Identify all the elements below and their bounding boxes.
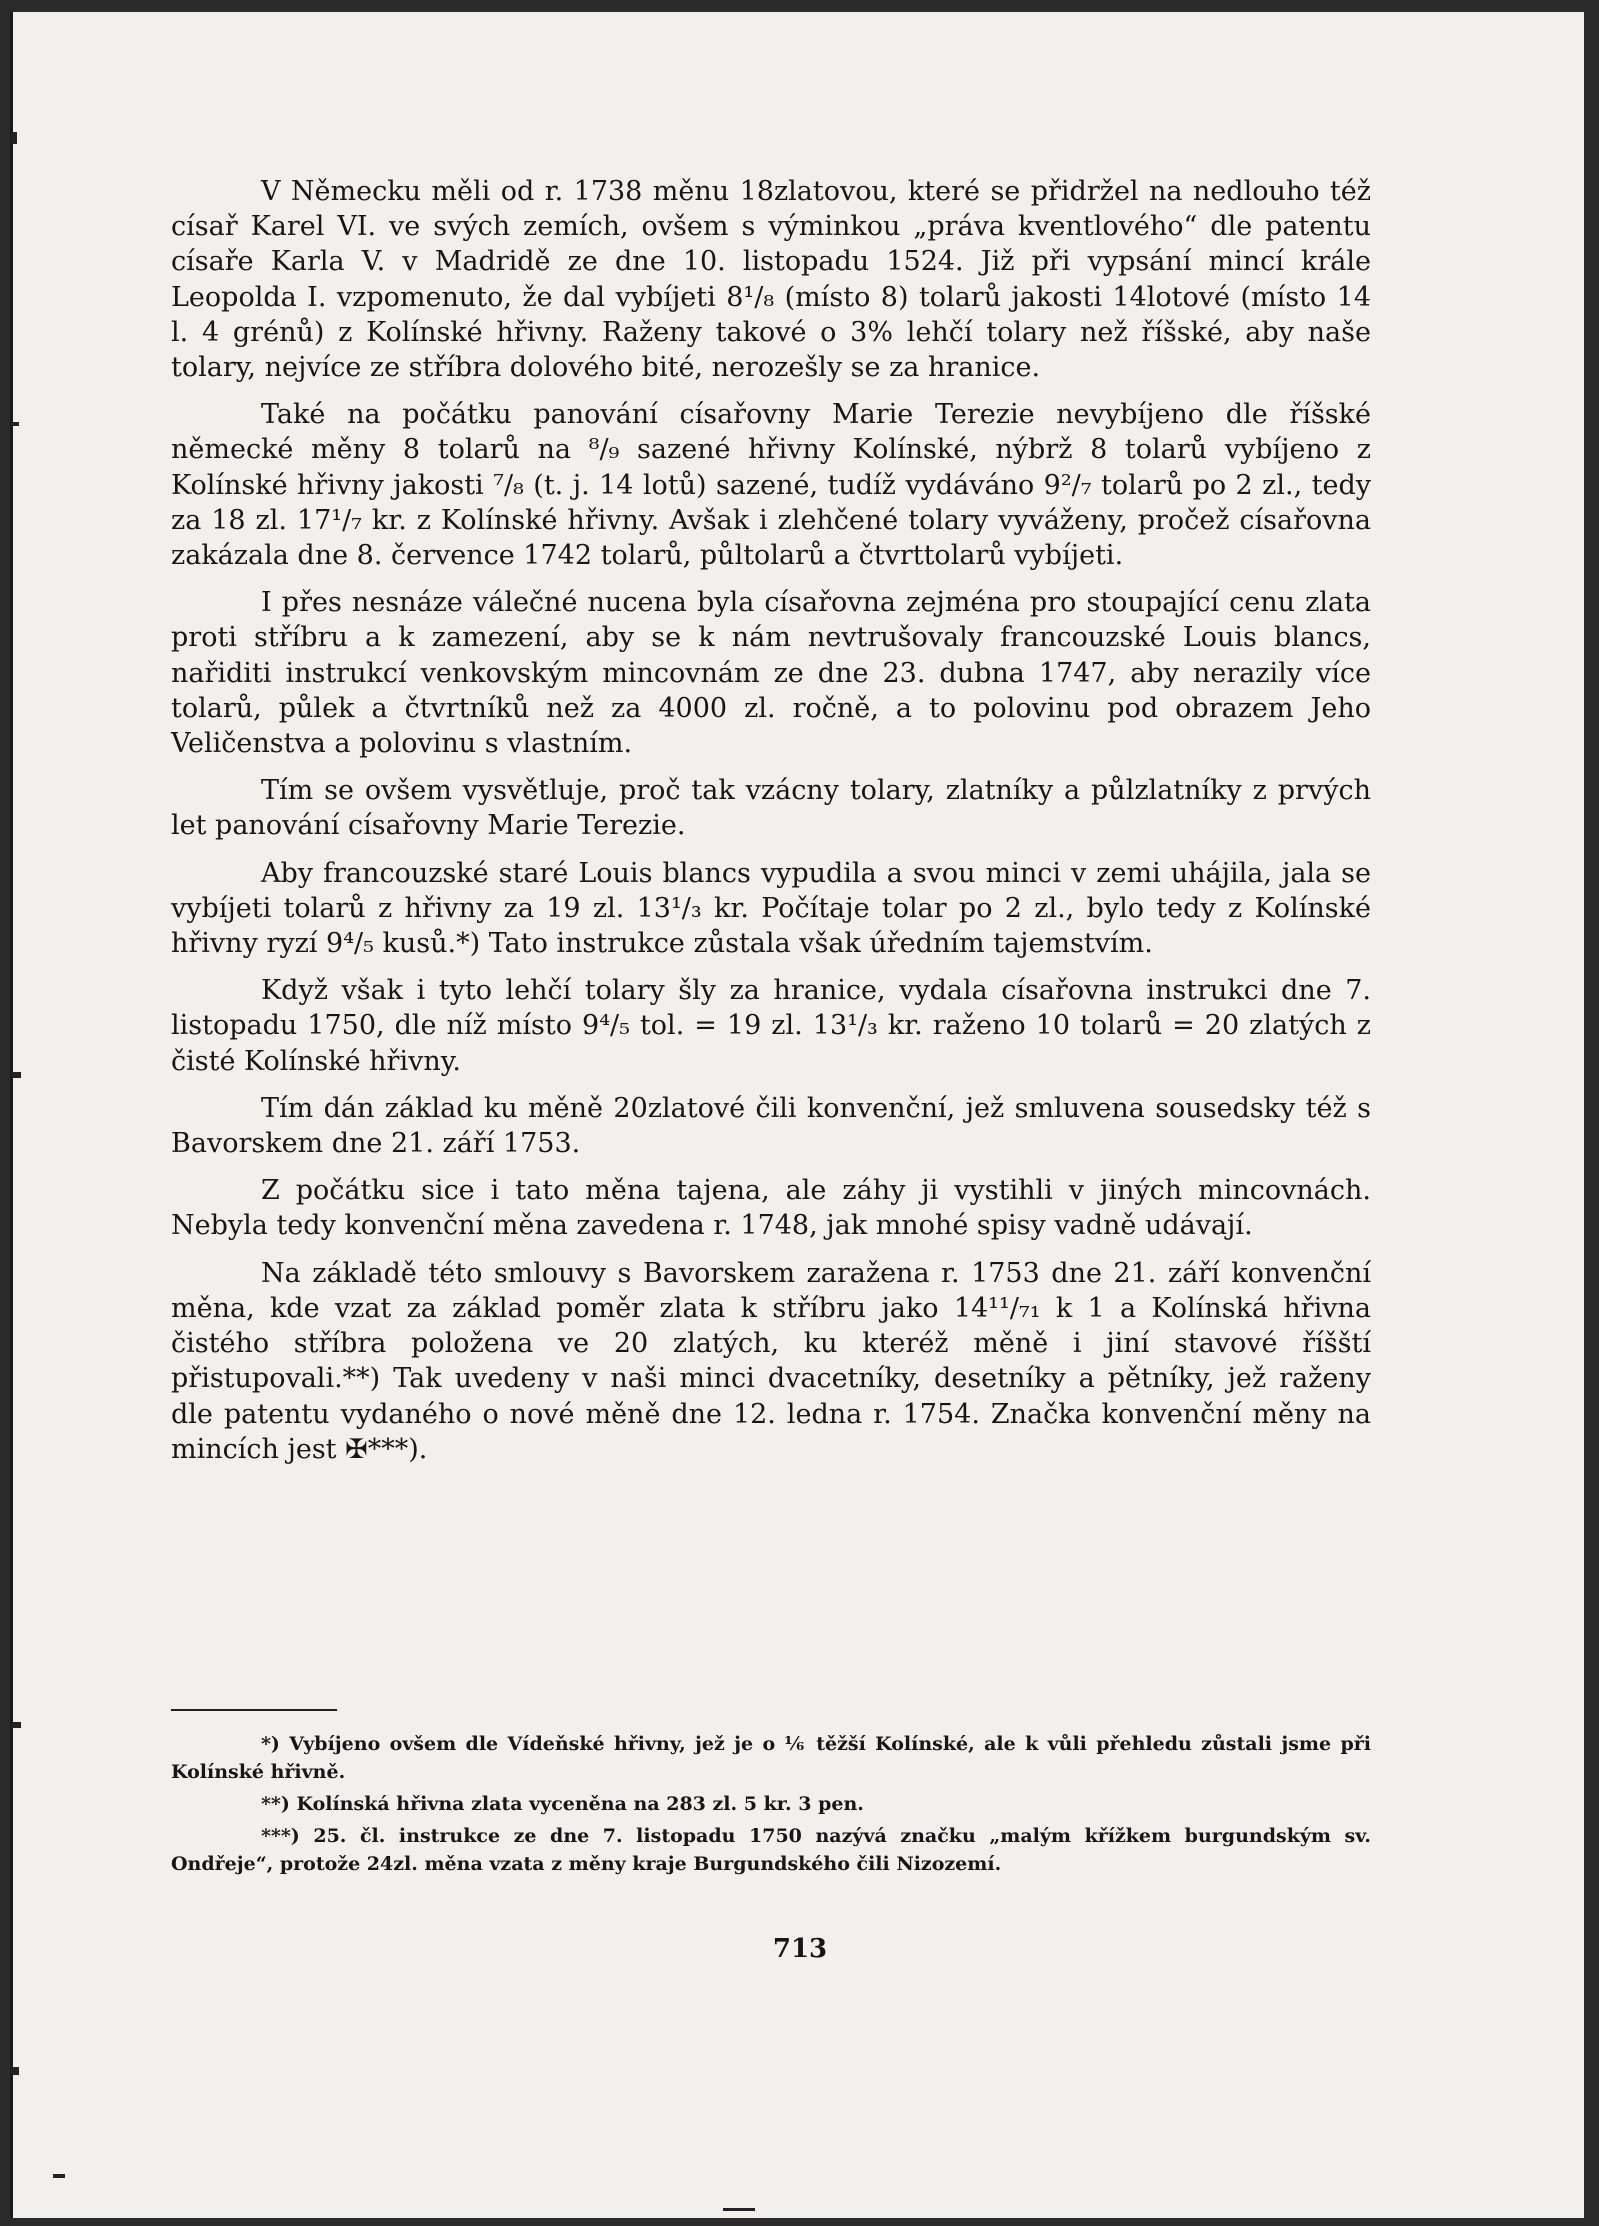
paragraph-1: V Německu měli od r. 1738 měnu 18zlatovou, které se přidržel na nedlouho též císař Karel VI. ve svých zemích, ovšem s výminkou „práva kventlového“ dle patentu císaře Karla V. v Madridě ze dne 10. listopadu 1524. Již při vypsání mincí krále Leopolda I. vzpomenuto, že dal vybíjeti 8¹/₈ (místo 8) tolarů jakosti 14lotové (místo 14 l. 4 grénů) z Kolínské hřivny. Raženy takové o 3% lehčí tolary než říšské, aby naše tolary, nejvíce ze stříbra dolového bité, nerozešly se za hranice. xyxy=(171,176,1371,384)
paragraph-5: Aby francouzské staré Louis blancs vypudila a svou minci v zemi uhájila, jala se vybíjeti tolarů z hřivny za 19 zl. 13¹/₃ kr. Počítaje tolar po 2 zl., bylo tedy z Kolínské hřivny ryzí 9⁴/₅ kusů.*) Tato instrukce zůstala však úředním tajemstvím. xyxy=(171,857,1371,960)
paragraph-4: Tím se ovšem vysvětluje, proč tak vzácny tolary, zlatníky a půlzlatníky z prvých let panování císařovny Marie Terezie. xyxy=(171,775,1371,842)
book-page xyxy=(10,12,1584,2218)
footnote-3: ***) 25. čl. instrukce ze dne 7. listopadu 1750 nazývá značku „malým křížkem burgundským sv. Ondřeje“, protože 24zl. měna vzata z měny kraje Burgundského čili Nizozemí. xyxy=(171,1825,1371,1875)
paragraph-8: Z počátku sice i tato měna tajena, ale záhy ji vystihli v jiných mincovnách. Nebyla tedy konvenční měna zavedena r. 1748, jak mnohé spisy vadně udávají. xyxy=(171,1175,1371,1242)
paragraph-3: I přes nesnáze válečné nucena byla císařovna zejména pro stoupající cenu zlata proti stříbru a k zamezení, aby se k nám nevtrušovaly francouzské Louis blancs, nařiditi instrukcí venkovským mincovnám ze dne 23. dubna 1747, aby nerazily více tolarů, půlek a čtvrtníků než za 4000 zl. ročně, a to polovinu pod obrazem Jeho Veličenstva a polovinu s vlastním. xyxy=(171,587,1371,760)
scan-edge-mark xyxy=(11,422,19,426)
scan-edge-mark xyxy=(723,2208,755,2211)
paragraph-2: Také na počátku panování císařovny Marie Terezie nevybíjeno dle říšské německé měny 8 tolarů na ⁸/₉ sazené hřivny Kolínské, nýbrž 8 tolarů vybíjeno z Kolínské hřivny jakosti ⁷/₈ (t. j. 14 lotů) sazené, tudíž vydáváno 9²/₇ tolarů po 2 zl., tedy za 18 zl. 17¹/₇ kr. z Kolínské hřivny. Avšak i zlehčené tolary vyváženy, pročež císařovna zakázala dne 8. července 1742 tolarů, půltolarů a čtvrttolarů vybíjeti. xyxy=(171,399,1371,572)
body-text xyxy=(171,174,1371,1479)
scan-edge-mark xyxy=(11,1722,21,1728)
page-number: 713 xyxy=(772,1934,828,1964)
paragraph-9: Na základě této smlouvy s Bavorskem zaražena r. 1753 dne 21. září konvenční měna, kde vzat za základ poměr zlata k stříbru jako 14¹¹/₇₁ k 1 a Kolínská hřivna čistého stříbra položena ve 20 zlatých, ku kteréž měně i jiní stavové říšští přistupovali.**) Tak uvedeny v naši minci dvacetníky, desetníky a pětníky, jež raženy dle patentu vydaného o nové měně dne 12. ledna r. 1754. Značka konvenční měny na mincích jest ✠***). xyxy=(171,1257,1371,1465)
scan-edge-mark xyxy=(53,2174,65,2178)
scan-edge-mark xyxy=(11,1072,21,1078)
scan-edge-mark xyxy=(11,132,17,144)
scan-edge-mark xyxy=(11,2067,19,2075)
footnote-2: **) Kolínská hřivna zlata vyceněna na 283 zl. 5 kr. 3 pen. xyxy=(261,1793,864,1815)
footnote-divider xyxy=(171,1709,337,1711)
footnote-1: *) Vybíjeno ovšem dle Vídeňské hřivny, jež je o ⅙ těžší Kolínské, ale k vůli přehledu zůstali jsme při Kolínské hřivně. xyxy=(171,1733,1371,1783)
paragraph-7: Tím dán základ ku měně 20zlatové čili konvenční, jež smluvena sousedsky též s Bavorskem dne 21. září 1753. xyxy=(171,1092,1371,1160)
footnotes xyxy=(171,1730,1371,1882)
paragraph-6: Když však i tyto lehčí tolary šly za hranice, vydala císařovna instrukci dne 7. listopadu 1750, dle níž místo 9⁴/₅ tol. = 19 zl. 13¹/₃ kr. raženo 10 tolarů = 20 zlatých z čisté Kolínské hřivny. xyxy=(171,975,1371,1077)
